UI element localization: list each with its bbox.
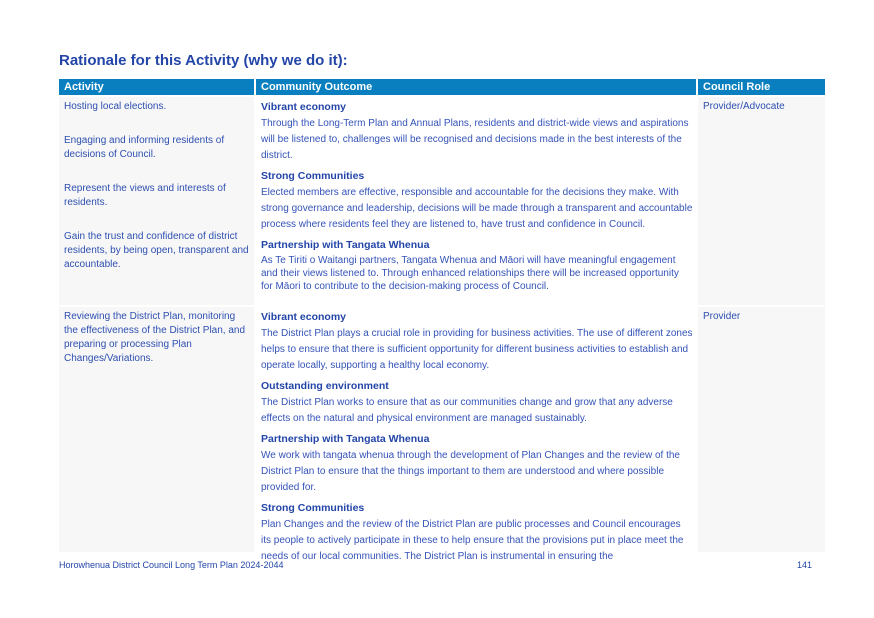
activity-cell [59, 97, 256, 305]
outcome-heading: Partnership with Tangata Whenua [261, 433, 430, 445]
activity-cell [59, 307, 256, 552]
outcome-text: Plan Changes and the review of the District Plan are public processes and Council encourages its people to actively participate in these to help ensure that the provisions put in place meet the needs of our local communities. The District Plan is instrumental in ensuring the [261, 519, 684, 562]
role-cell [698, 307, 825, 552]
footer-document-title: Horowhenua District Council Long Term Plan 2024-2044 [59, 560, 284, 570]
outcome-heading: Partnership with Tangata Whenua [261, 239, 430, 251]
outcome-text: The District Plan works to ensure that as our communities change and grow that any adverse effects on the natural and physical environment are managed sustainably. [261, 397, 673, 424]
header-council-role: Council Role [703, 81, 771, 93]
outcome-heading: Outstanding environment [261, 380, 389, 392]
outcome-text: Elected members are effective, responsible and accountable for the decisions they make. With strong governance and leadership, decisions will be made through a transparent and accountable process where residents feel they are listened to, have trust and confidence in Council. [261, 187, 693, 230]
outcome-text: The District Plan plays a crucial role in providing for business activities. The use of different zones helps to ensure that there is sufficient opportunity for different business activities to establish and operate locally, supporting a healthy local economy. [261, 328, 693, 371]
outcome-heading: Strong Communities [261, 502, 365, 514]
header-activity: Activity [59, 79, 256, 95]
outcome-cell [256, 307, 698, 562]
header-community-outcome: Community Outcome [256, 79, 698, 95]
council-role: Provider [703, 311, 741, 322]
activity-item: Reviewing the District Plan, monitoring the effectiveness of the District Plan, and preparing or processing Plan Changes/Variations. [64, 311, 246, 364]
activity-item: Gain the trust and confidence of district residents, by being open, transparent and accountable. [64, 231, 249, 270]
activity-item: Hosting local elections. [64, 101, 167, 112]
table-row [59, 97, 825, 305]
outcome-cell [256, 97, 698, 305]
outcome-text: Through the Long-Term Plan and Annual Plans, residents and district-wide views and aspirations will be listened to, challenges will be recognised and decisions made in the best interests of the district. [261, 118, 689, 161]
activity-item: Engaging and informing residents of decisions of Council. [64, 135, 225, 160]
outcome-heading: Vibrant economy [261, 311, 346, 323]
table-header [59, 79, 825, 95]
page-title: Rationale for this Activity (why we do it): [59, 52, 348, 69]
role-cell [698, 97, 825, 305]
council-role: Provider/Advocate [703, 101, 785, 112]
outcome-heading: Strong Communities [261, 170, 365, 182]
footer-page-number: 141 [797, 560, 813, 570]
table-row [59, 307, 825, 562]
rationale-table [59, 79, 825, 562]
outcome-text: We work with tangata whenua through the development of Plan Changes and the review of the District Plan to ensure that the things important to them are understood and where possible provided for. [261, 450, 680, 493]
outcome-text: As Te Tiriti o Waitangi partners, Tangata Whenua and Māori will have meaningful engagement and their views listened to. Through enhanced relationships there will be increased opportunity for Māori to contribute to the decision-making process of Council. [261, 255, 679, 292]
outcome-heading: Vibrant economy [261, 101, 346, 113]
activity-item: Represent the views and interests of residents. [64, 183, 226, 208]
